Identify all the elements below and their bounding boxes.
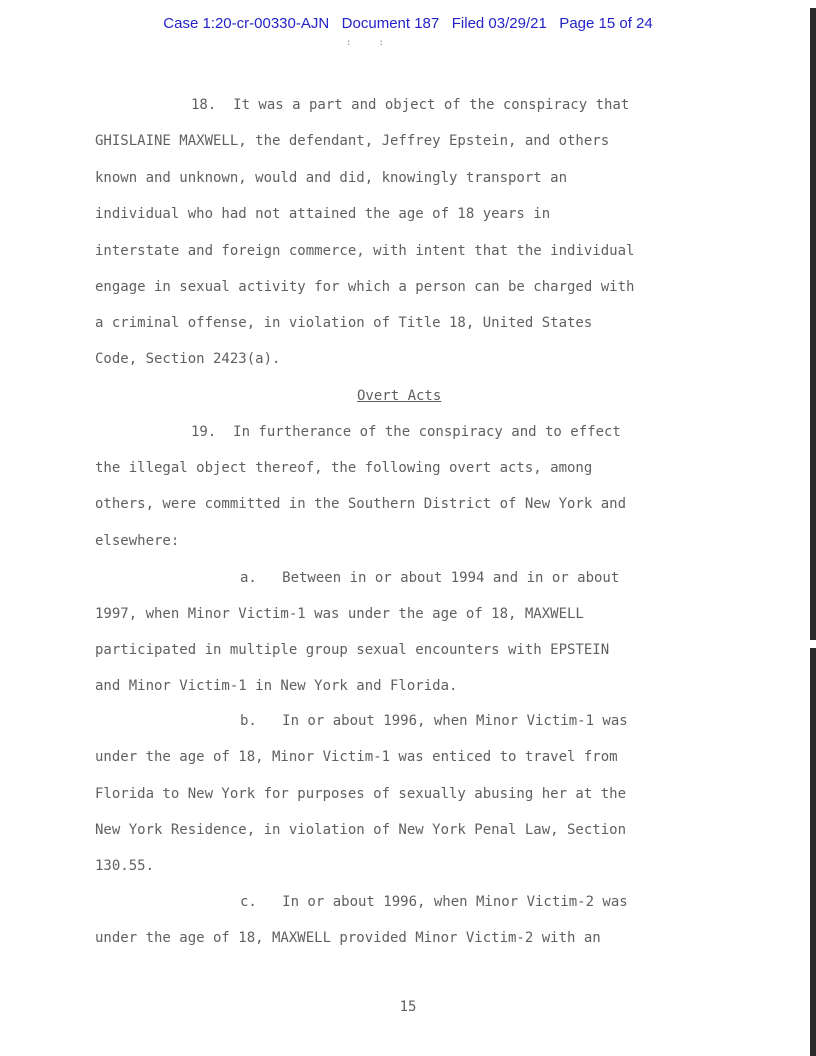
overt-act-b-line: 130.55. xyxy=(95,858,155,874)
paragraph-18-line: 18. It was a part and object of the conspiracy that xyxy=(191,97,630,113)
overt-act-c-line: c. In or about 1996, when Minor Victim-2 was xyxy=(240,894,628,910)
paragraph-18-line: known and unknown, would and did, knowingly transport an xyxy=(95,170,568,186)
scan-edge-bar xyxy=(810,8,816,1056)
overt-acts-heading: Overt Acts xyxy=(357,388,442,404)
paragraph-19-line: others, were committed in the Southern District of New York and xyxy=(95,496,627,512)
paragraph-18-line: individual who had not attained the age of 18 years in xyxy=(95,206,551,222)
paragraph-19-line: 19. In furtherance of the conspiracy and to effect xyxy=(191,424,621,440)
scan-edge-gap xyxy=(810,640,816,648)
scan-specks: : : xyxy=(346,38,384,48)
overt-act-a-line: and Minor Victim-1 in New York and Florida. xyxy=(95,678,458,694)
overt-act-b-line: under the age of 18, Minor Victim-1 was enticed to travel from xyxy=(95,749,618,765)
paragraph-18-line: engage in sexual activity for which a person can be charged with xyxy=(95,279,635,295)
overt-act-c-line: under the age of 18, MAXWELL provided Minor Victim-2 with an xyxy=(95,930,601,946)
overt-act-b-line: Florida to New York for purposes of sexually abusing her at the xyxy=(95,786,627,802)
paragraph-18-line: interstate and foreign commerce, with intent that the individual xyxy=(95,243,635,259)
paragraph-19-line: the illegal object thereof, the following overt acts, among xyxy=(95,460,593,476)
overt-act-a-line: 1997, when Minor Victim-1 was under the age of 18, MAXWELL xyxy=(95,606,584,622)
overt-act-b-line: b. In or about 1996, when Minor Victim-1 was xyxy=(240,713,628,729)
paragraph-18-line: a criminal offense, in violation of Title 18, United States xyxy=(95,315,593,331)
paragraph-18-line: GHISLAINE MAXWELL, the defendant, Jeffrey Epstein, and others xyxy=(95,133,610,149)
paragraph-18-line: Code, Section 2423(a). xyxy=(95,351,281,367)
case-header: Case 1:20-cr-00330-AJN Document 187 Filed 03/29/21 Page 15 of 24 xyxy=(163,15,653,32)
overt-act-b-line: New York Residence, in violation of New York Penal Law, Section xyxy=(95,822,627,838)
overt-act-a-line: participated in multiple group sexual encounters with EPSTEIN xyxy=(95,642,610,658)
page-number: 15 xyxy=(399,999,417,1015)
paragraph-19-line: elsewhere: xyxy=(95,533,180,549)
overt-act-a-line: a. Between in or about 1994 and in or about xyxy=(240,570,620,586)
